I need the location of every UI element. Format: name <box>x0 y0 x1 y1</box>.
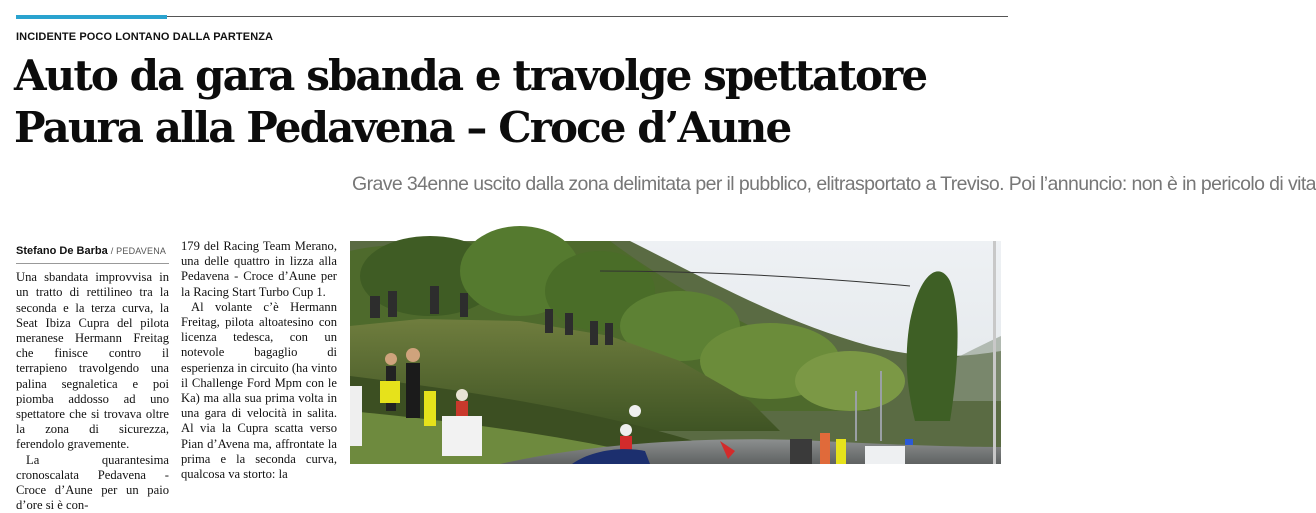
paragraph: Una sbandata improvvisa in un tratto di rettilineo tra la seconda e la terza curva, la Seat Ibiza Cupra del pilota meranese Hermann Freitag che finisce contro il terrapieno travolgendo una palina segnaletica e poi piomba addosso ad uno spettatore che si trovava oltre la zona di sicurezza, ferendolo gravemente. <box>16 270 169 452</box>
article-column-1 <box>16 244 169 513</box>
article-column-2 <box>181 239 337 482</box>
headline-line-1: Auto da gara sbanda e travolge spettatore <box>14 51 927 100</box>
subheadline: Grave 34enne uscito dalla zona delimitata per il pubblico, elitrasportato a Treviso. Poi l’annuncio: non è in pericolo di vita <box>352 173 1316 195</box>
race-accident-scene-photo <box>350 241 1001 464</box>
paragraph: 179 del Racing Team Merano, una delle quattro in lizza alla Pedavena - Croce d’Aune per la Racing Start Turbo Cup 1. <box>181 239 337 299</box>
paragraph: La quarantesima cronoscalata Pedavena - Croce d’Aune per un paio d’ore si è con- <box>16 452 169 513</box>
article-photo[interactable] <box>350 241 1001 464</box>
byline-location: PEDAVENA <box>116 246 167 256</box>
headline <box>14 50 1014 154</box>
byline-separator: / <box>110 246 117 256</box>
byline-author[interactable]: Stefano De Barba <box>16 245 108 257</box>
section-accent-bar <box>16 15 167 19</box>
byline <box>16 244 169 264</box>
headline-line-2: Paura alla Pedavena – Croce d’Aune <box>14 103 791 152</box>
kicker-label: INCIDENTE POCO LONTANO DALLA PARTENZA <box>16 31 274 43</box>
paragraph: Al volante c’è Hermann Freitag, pilota altoatesino con licenza tedesca, con un notevole bagaglio di esperienza in circuito (ha vinto il Challenge Ford Mpm con le Ka) ma alla sua prima volta in una gara di velocità in salita. Al via la Cupra scatta verso Pian d’Avena ma, affrontate la prima e la seconda curva, qualcosa va storto: la <box>181 299 337 482</box>
